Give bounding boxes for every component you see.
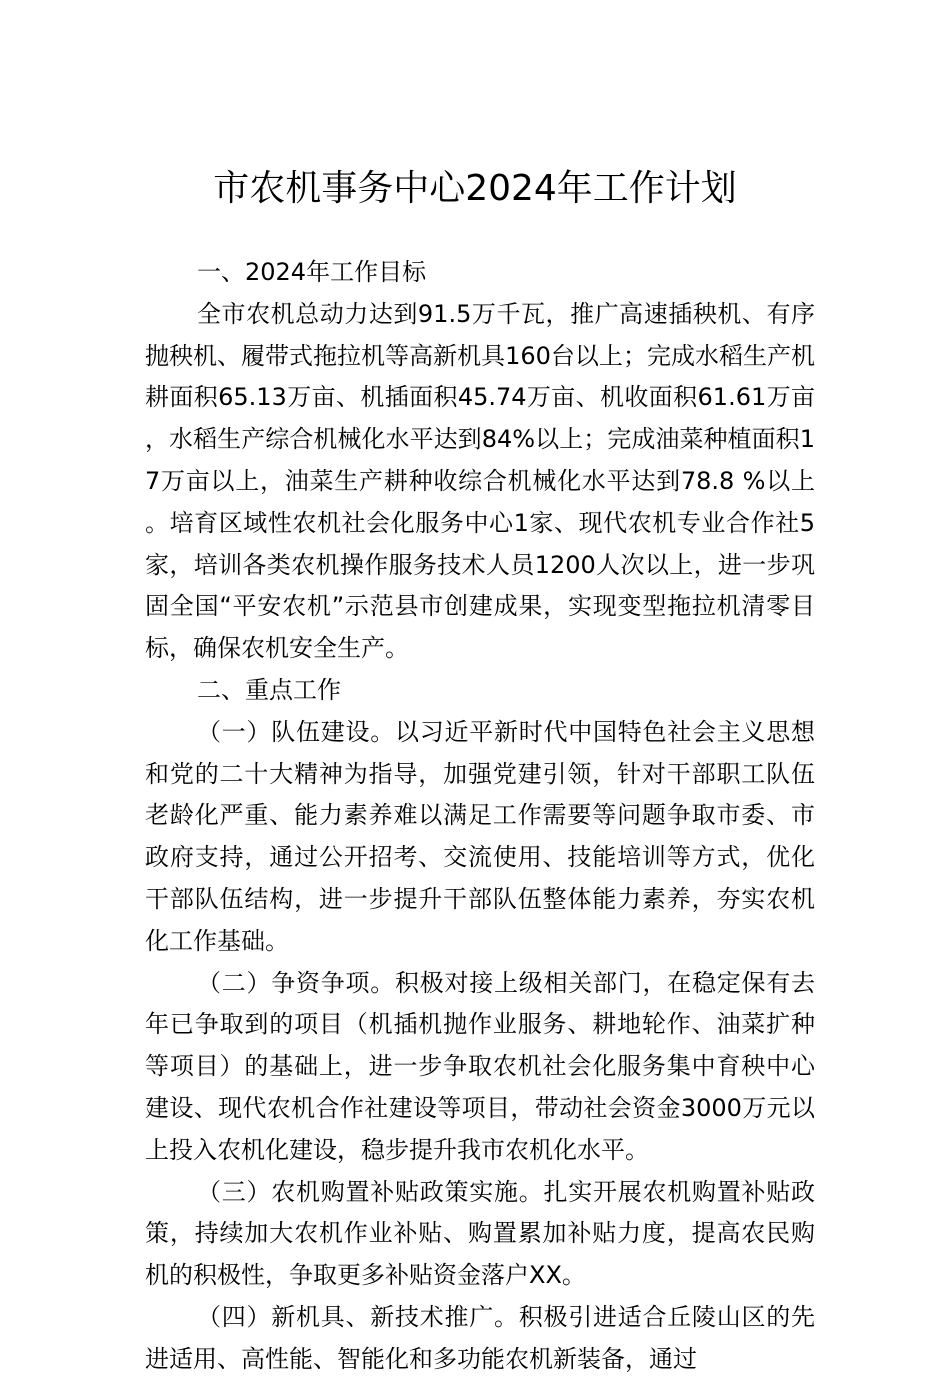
paragraph-new-technology: （四）新机具、新技术推广。积极引进适合丘陵山区的先进适用、高性能、智能化和多功能农机新装备，通过 xyxy=(145,1302,815,1373)
document-body xyxy=(145,252,815,1381)
paragraph-team-building: （一）队伍建设。以习近平新时代中国特色社会主义思想和党的二十大精神为指导，加强党建引领，针对干部职工队伍老龄化严重、能力素养难以满足工作需要等问题争取市委、市政府支持，通过公开招考、交流使用、技能培训等方式，优化干部队伍结构，进一步提升干部队伍整体能力素养，夯实农机化工作基础。 xyxy=(145,717,815,955)
paragraph-funding-projects: （二）争资争项。积极对接上级相关部门，在稳定保有去年已争取到的项目（机插机抛作业服务、耕地轮作、油菜扩种等项目）的基础上，进一步争取农机社会化服务集中育秧中心建设、现代农机合作社建设等项目，带动社会资金3000万元以上投入农机化建设，稳步提升我市农机化水平。 xyxy=(145,968,815,1164)
paragraph-goals: 全市农机总动力达到91.5万千瓦，推广高速插秧机、有序抛秧机、履带式拖拉机等高新机具160台以上；完成水稻生产机耕面积65.13万亩、机插面积45.74万亩、机收面积61.61万亩，水稻生产综合机械化水平达到84%以上；完成油菜种植面积17万亩以上，油菜生产耕种收综合机械化水平达到78.8 %以上。培育区域性农机社会化服务中心1家、现代农机专业合作社5家，培训各类农机操作服务技术人员1200人次以上，进一步巩固全国“平安农机”示范县市创建成果，实现变型拖拉机清零目标，确保农机安全生产。 xyxy=(145,299,815,663)
paragraph-subsidy-policy: （三）农机购置补贴政策实施。扎实开展农机购置补贴政策，持续加大农机作业补贴、购置累加补贴力度，提高农民购机的积极性，争取更多补贴资金落户XX。 xyxy=(145,1177,815,1290)
section-heading-goals: 一、2024年工作目标 xyxy=(197,258,427,286)
section-heading-key-work: 二、重点工作 xyxy=(197,675,341,704)
document-title: 市农机事务中心2024年工作计划 xyxy=(213,168,737,209)
